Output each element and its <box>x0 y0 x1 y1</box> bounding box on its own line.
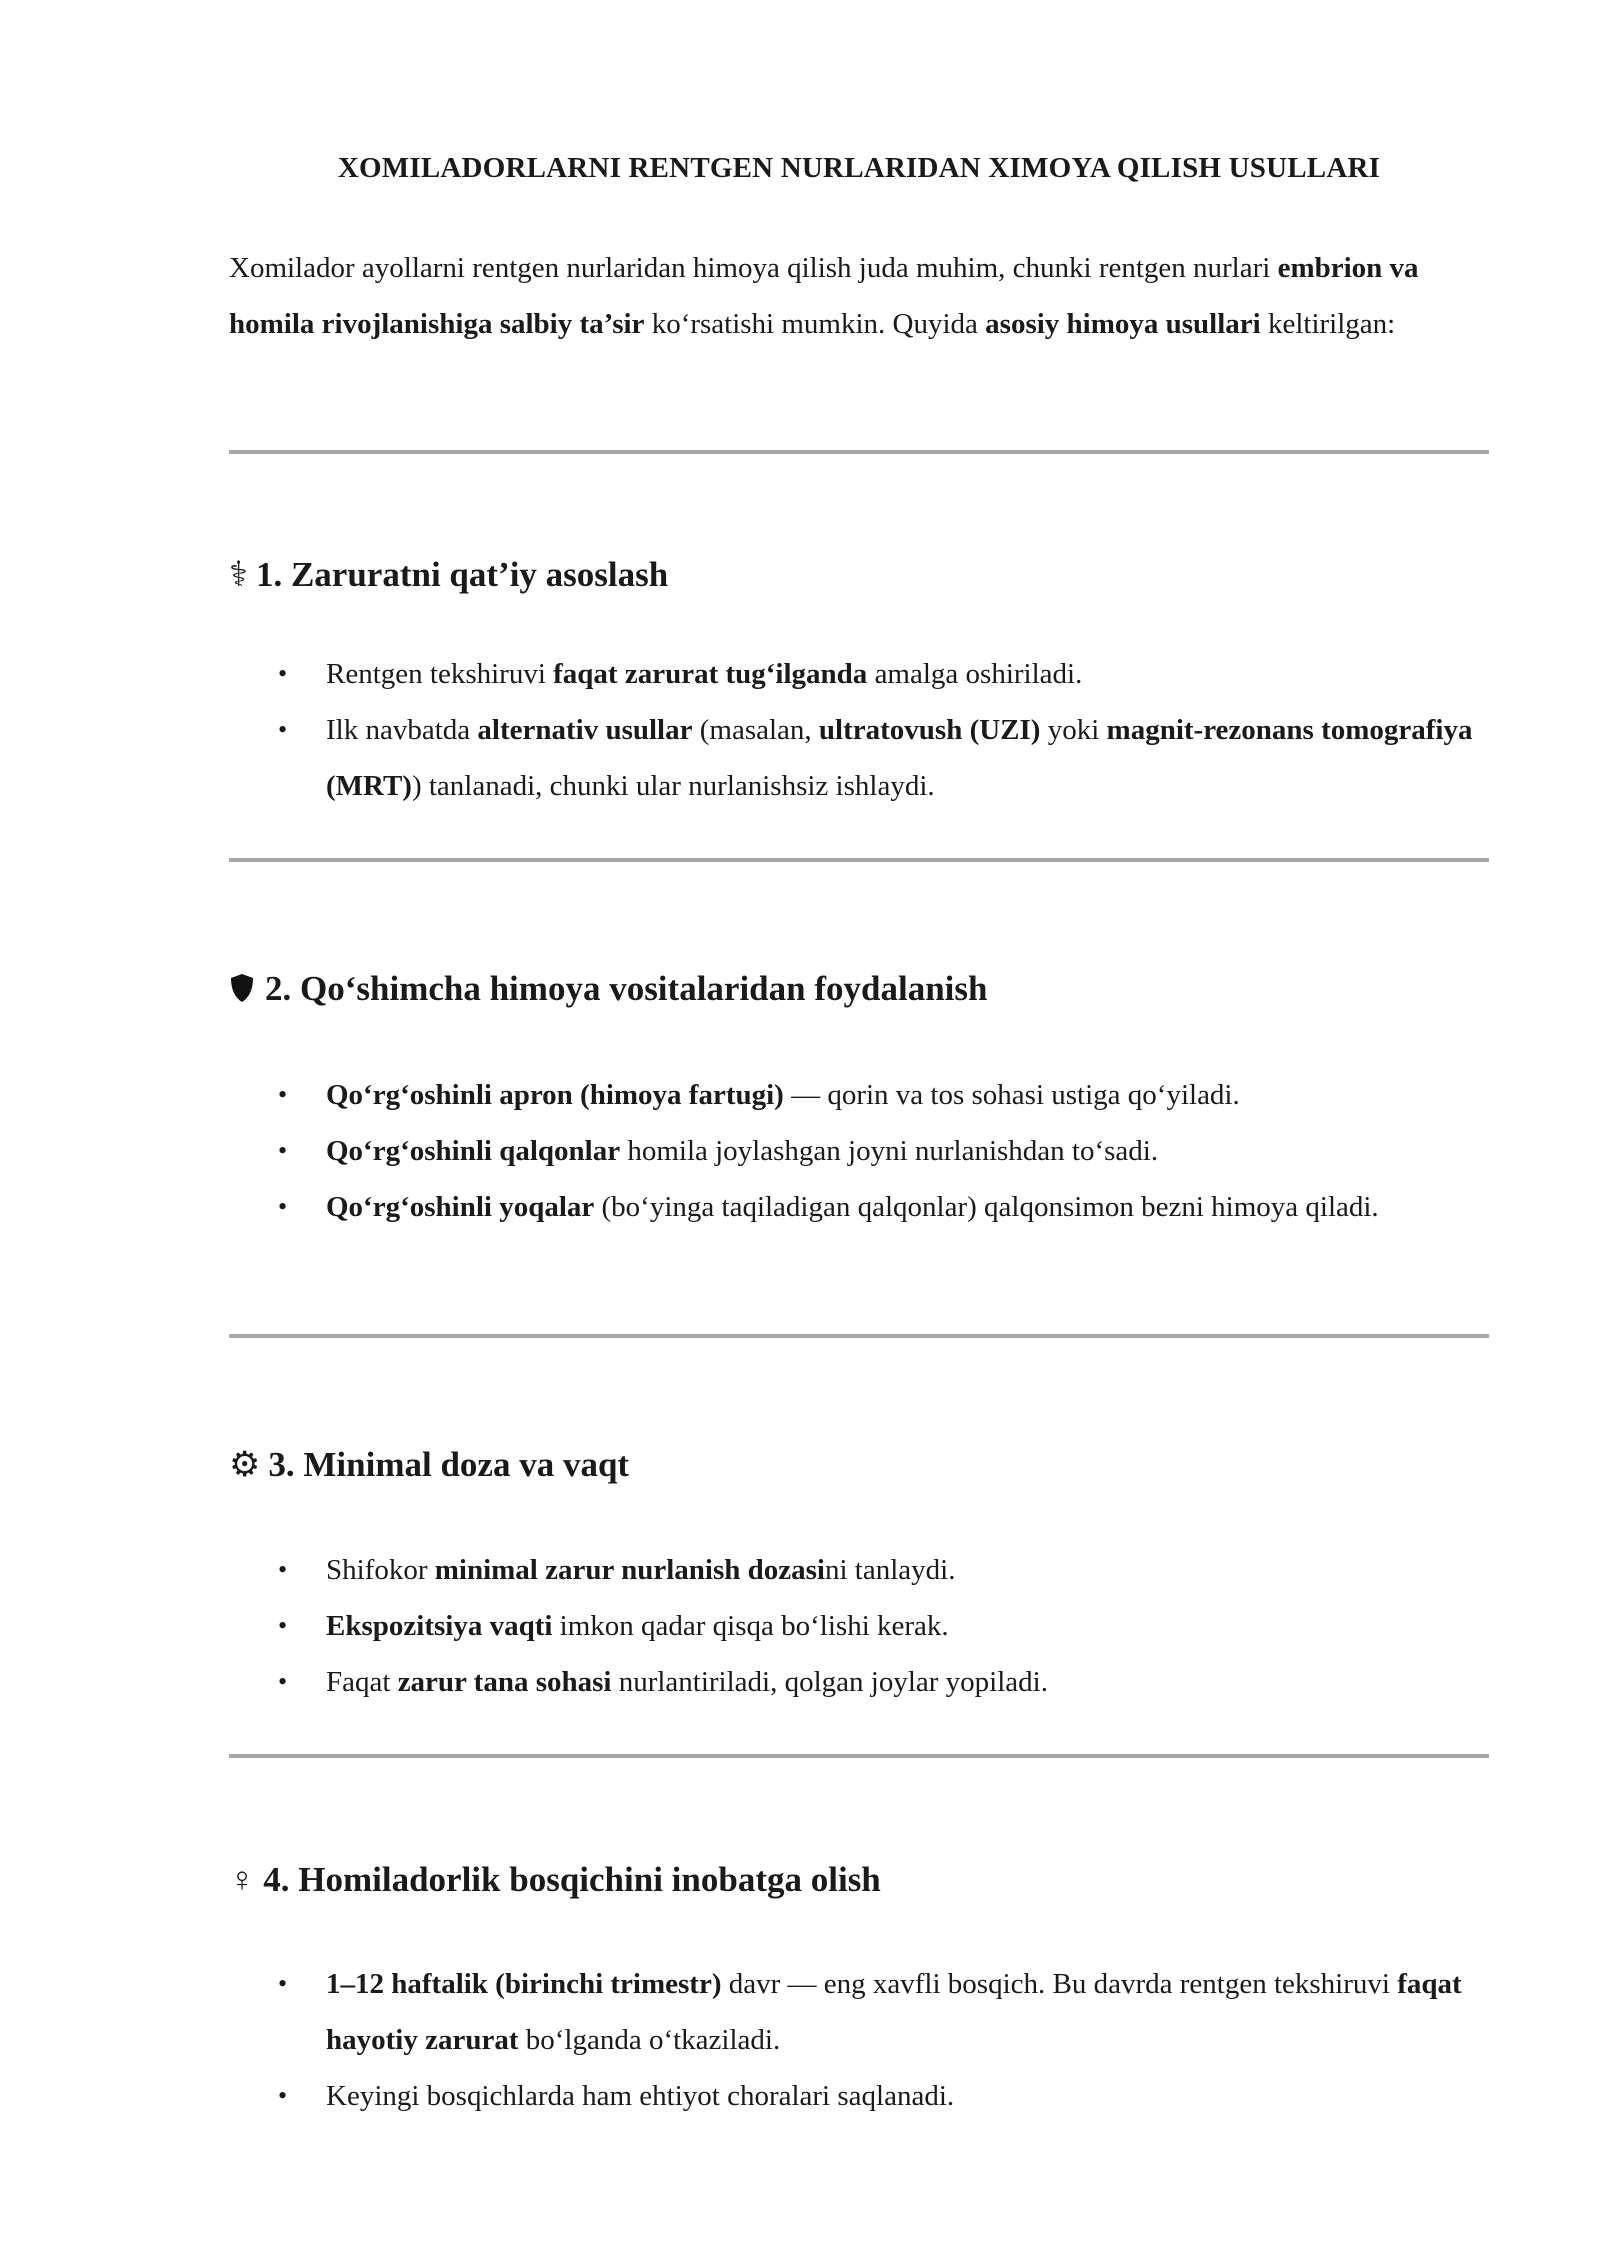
intro-emphasis: asosiy himoya usullari <box>985 308 1261 340</box>
item-emphasis: Ekspozitsiya vaqti <box>326 1610 553 1642</box>
list-item <box>229 1654 1489 1710</box>
bullet-icon: • <box>278 1080 288 1109</box>
list-item <box>229 2068 1489 2124</box>
item-text: amalga oshiriladi. <box>867 658 1083 690</box>
bullet-icon: • <box>278 1136 288 1165</box>
list-item <box>229 646 1489 702</box>
intro-text: ko‘rsatishi mumkin. Quyida <box>644 308 986 340</box>
item-emphasis: zarur tana sohasi <box>397 1666 612 1698</box>
list-item <box>229 1067 1489 1123</box>
intro-text: Xomilador ayollarni rentgen nurlaridan himoya qilish juda muhim, chunki rentgen nurlari <box>229 252 1278 284</box>
intro-emphasis: embrion va homila rivojlanishiga salbiy ta’sir <box>229 252 1419 340</box>
item-emphasis: Qo‘rg‘oshinli qalqonlar <box>326 1135 621 1167</box>
item-emphasis: Qo‘rg‘oshinli yoqalar <box>326 1191 595 1223</box>
section-divider <box>229 450 1489 454</box>
item-text: (masalan, <box>692 714 819 746</box>
section-heading-1 <box>229 553 1489 597</box>
shield-icon <box>229 973 255 1003</box>
item-text: Ilk navbatda <box>326 714 478 746</box>
bullet-icon: • <box>278 715 288 744</box>
section-heading-3 <box>229 1443 1489 1487</box>
female-sign-icon: ♀ <box>229 1860 256 1899</box>
item-text: bo‘lganda o‘tkaziladi. <box>518 2024 781 2056</box>
item-text: homila joylashgan joyni nurlanishdan to‘sadi. <box>620 1135 1159 1167</box>
section-heading-2 <box>229 967 1489 1011</box>
bullet-icon: • <box>278 659 288 688</box>
item-emphasis: ultratovush (UZI) <box>818 714 1041 746</box>
item-emphasis: faqat hayotiy zarurat <box>326 1968 1462 2056</box>
item-emphasis: alternativ usullar <box>477 714 693 746</box>
section-divider <box>229 1334 1489 1338</box>
item-emphasis: minimal zarur nurlanish dozasi <box>434 1554 825 1586</box>
section-heading-text: 4. Homiladorlik bosqichini inobatga olish <box>263 1860 881 1899</box>
intro-paragraph <box>229 240 1489 352</box>
item-text: — qorin va tos sohasi ustiga qo‘yiladi. <box>783 1079 1240 1111</box>
list-item <box>229 1598 1489 1654</box>
section-heading-text: 2. Qo‘shimcha himoya vositalaridan foydalanish <box>265 969 988 1008</box>
bullet-list-3 <box>229 1542 1489 1710</box>
bullet-icon: • <box>278 1192 288 1221</box>
list-item <box>229 702 1489 814</box>
item-text: ) tanlanadi, chunki ular nurlanishsiz ishlaydi. <box>411 770 935 802</box>
section-divider <box>229 1754 1489 1758</box>
list-item <box>229 1956 1489 2068</box>
list-item <box>229 1542 1489 1598</box>
item-text: Rentgen tekshiruvi <box>326 658 554 690</box>
bullet-icon: • <box>278 1555 288 1584</box>
bullet-list-2 <box>229 1067 1489 1235</box>
bullet-icon: • <box>278 2081 288 2110</box>
item-emphasis: Qo‘rg‘oshinli apron (himoya fartugi) <box>326 1079 784 1111</box>
bullet-icon: • <box>278 1611 288 1640</box>
document-title: XOMILADORLARNI RENTGEN NURLARIDAN XIMOYA QILISH USULLARI <box>337 152 1381 184</box>
section-divider <box>229 858 1489 862</box>
item-text: imkon qadar qisqa bo‘lishi kerak. <box>552 1610 949 1642</box>
item-text: nurlantiriladi, qolgan joylar yopiladi. <box>611 1666 1048 1698</box>
section-heading-text: 3. Minimal doza va vaqt <box>268 1445 630 1484</box>
intro-text: keltirilgan: <box>1260 308 1396 340</box>
item-emphasis: 1–12 haftalik (birinchi trimestr) <box>326 1968 722 2000</box>
bullet-list-4 <box>229 1956 1489 2124</box>
item-text: Keyingi bosqichlarda ham ehtiyot choralari saqlanadi. <box>326 2080 955 2112</box>
item-text: davr — eng xavfli bosqich. Bu davrda rentgen tekshiruvi <box>721 1968 1398 2000</box>
list-item <box>229 1179 1489 1235</box>
bullet-list-1 <box>229 646 1489 814</box>
list-item <box>229 1123 1489 1179</box>
section-heading-text: 1. Zaruratni qat’iy asoslash <box>255 555 669 594</box>
section-heading-4 <box>229 1858 1489 1902</box>
item-text: ni tanlaydi. <box>824 1554 956 1586</box>
item-text: (bo‘yinga taqiladigan qalqonlar) qalqonsimon bezni himoya qiladi. <box>594 1191 1379 1223</box>
item-text: Shifokor <box>326 1554 435 1586</box>
bullet-icon: • <box>278 1667 288 1696</box>
item-emphasis: faqat zarurat tug‘ilganda <box>553 658 868 690</box>
item-emphasis: magnit-rezonans tomografiya (MRT) <box>326 714 1473 802</box>
item-text: yoki <box>1040 714 1107 746</box>
item-text: Faqat <box>326 1666 398 1698</box>
gear-icon: ⚙ <box>229 1445 261 1484</box>
bullet-icon: • <box>278 1969 288 1998</box>
stethoscope-icon: ⚕ <box>229 555 248 594</box>
